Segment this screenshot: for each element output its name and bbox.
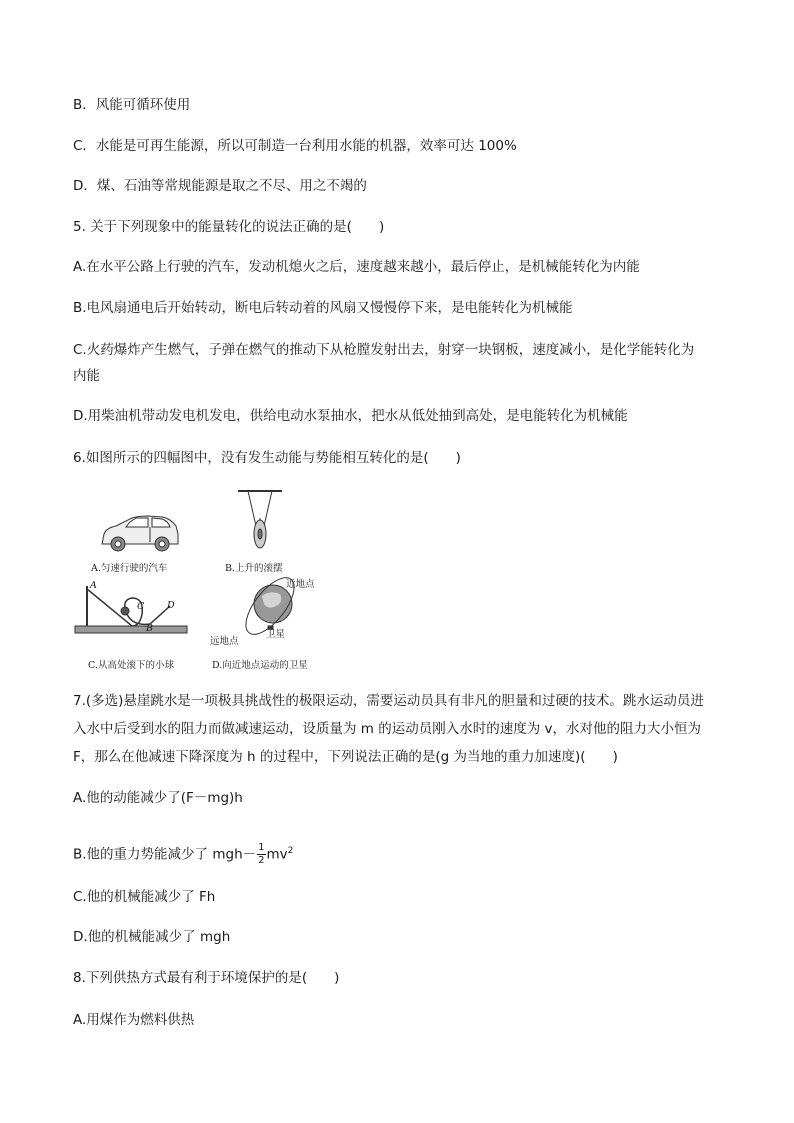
q7-stem-line3: F，那么在他减速下降深度为 h 的过程中，下列说法正确的是(g 为当地的重力加速度)( ) (73, 749, 618, 765)
fraction-denominator: 2 (258, 855, 265, 866)
q8-stem: 8.下列供热方式最有利于环境保护的是( ) (73, 970, 340, 986)
q6-stem: 6.如图所示的四幅图中，没有发生动能与势能相互转化的是( ) (73, 450, 461, 466)
q7-option-d: D.他的机械能减少了 mgh (73, 929, 231, 945)
label-point-a: A (90, 580, 97, 591)
pendulum-drawing (238, 491, 282, 548)
q5-option-c-line2: 内能 (73, 368, 100, 384)
fraction-numerator: 1 (258, 842, 265, 853)
label-near-point: 近地点 (286, 579, 315, 590)
q5-stem: 5. 关于下列现象中的能量转化的说法正确的是( ) (73, 219, 385, 235)
label-point-d: D (167, 600, 175, 611)
q4-option-b: B．风能可循环使用 (73, 97, 191, 113)
caption-car: A.匀速行驶的汽车 (91, 563, 168, 574)
q7-stem-line1: 7.(多选)悬崖跳水是一项极具挑战性的极限运动，需要运动员具有非凡的胆量和过硬的技术。跳水运动员进 (73, 693, 704, 709)
q7-option-b-suffix: mv (266, 846, 288, 863)
q7-option-b-fraction (257, 842, 265, 867)
caption-ball: C.从高处滚下的小球 (88, 660, 174, 671)
q7-option-a: A.他的动能减少了(F－mg)h (73, 790, 243, 806)
car-drawing (102, 516, 178, 551)
q5-option-c-line1: C.火药爆炸产生燃气，子弹在燃气的推动下从枪膛发射出去，射穿一块钢板，速度减小，是化学能转化为 (73, 342, 695, 358)
q8-option-a: A.用煤作为燃料供热 (73, 1012, 195, 1028)
q7-option-c: C.他的机械能减少了 Fh (73, 889, 216, 905)
caption-pendulum: B.上升的滚摆 (225, 563, 283, 574)
q5-option-a: A.在水平公路上行驶的汽车，发动机熄火之后，速度越来越小，最后停止，是机械能转化为内能 (73, 259, 640, 275)
q7-option-b-exponent: 2 (287, 846, 294, 856)
label-point-b: B (146, 623, 153, 634)
q4-option-c: C．水能是可再生能源，所以可制造一台利用水能的机器，效率可达 100% (73, 138, 517, 154)
label-point-c: C (137, 601, 145, 612)
q7-stem-line2: 入水中后受到水的阻力而做减速运动，设质量为 m 的运动员刚入水时的速度为 v，水对他的阻力大小恒为 (73, 721, 702, 737)
q7-option-b-prefix: B.他的重力势能减少了 mgh－ (73, 846, 257, 863)
label-satellite: 卫星 (266, 629, 286, 640)
label-far-point: 远地点 (210, 636, 239, 647)
q5-option-b: B.电风扇通电后开始转动，断电后转动着的风扇又慢慢停下来，是电能转化为机械能 (73, 300, 573, 316)
q7-option-b (73, 838, 293, 868)
q5-option-d: D.用柴油机带动发电机发电，供给电动水泵抽水，把水从低处抽到高处，是电能转化为机械能 (73, 408, 628, 424)
caption-satellite: D.向近地点运动的卫星 (212, 660, 308, 671)
q6-figure (70, 486, 350, 676)
q4-option-d: D．煤、石油等常规能源是取之不尽、用之不竭的 (73, 178, 367, 194)
